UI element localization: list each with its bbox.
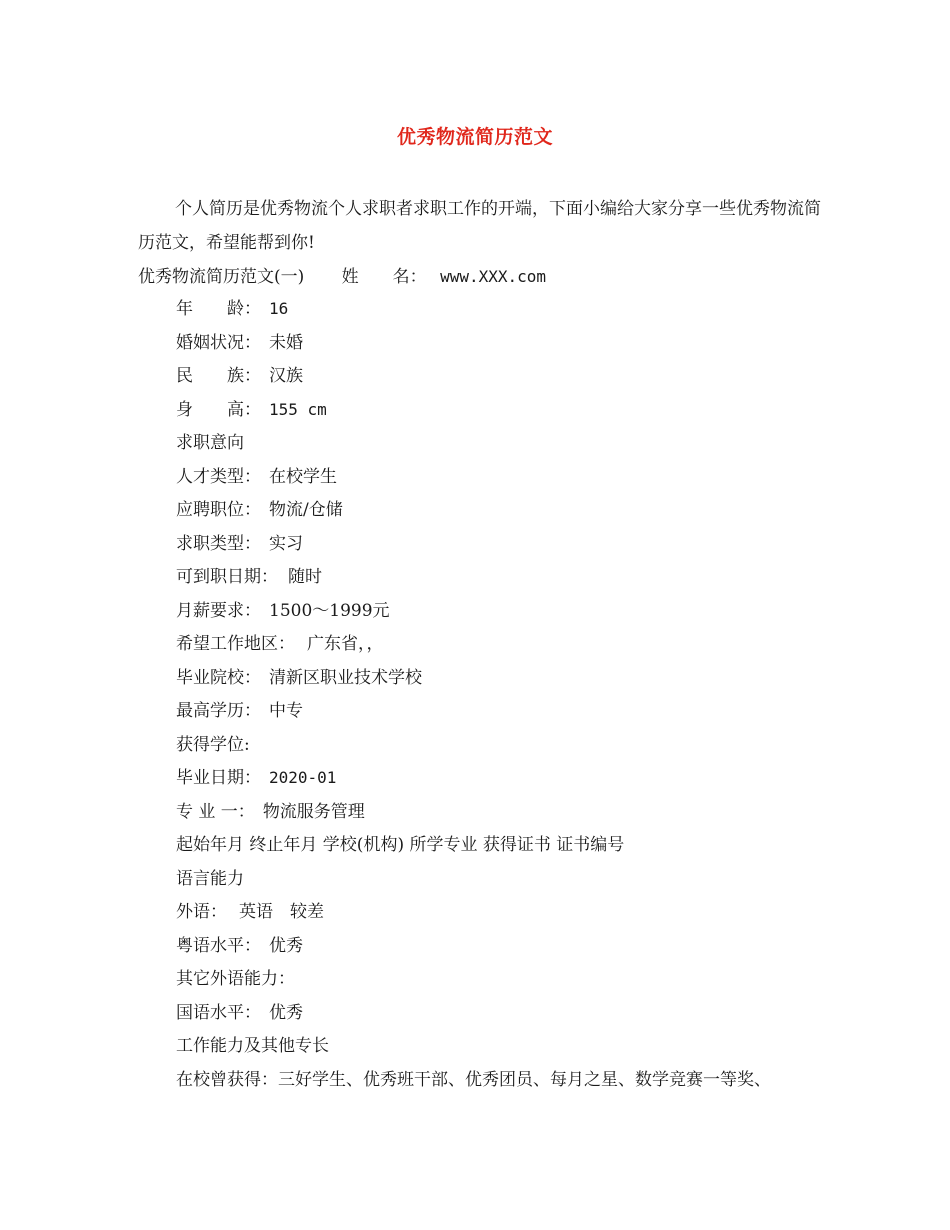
field-row	[176, 361, 303, 391]
field-value: 优秀	[269, 1003, 303, 1023]
field-value: 未婚	[269, 333, 303, 353]
field-label: 获得学位:	[176, 735, 250, 755]
field-label: 身 高：	[176, 400, 261, 420]
section-heading	[176, 1031, 329, 1061]
field-label: 希望工作地区：	[176, 634, 295, 654]
field-label: 婚姻状况：	[176, 333, 261, 353]
field-label: 外语：	[176, 902, 227, 922]
intro-text: 个人简历是优秀物流个人求职者求职工作的开端，下面小编给大家分享一些优秀物流简历范文，希望能帮到你!	[138, 199, 821, 253]
field-row	[176, 629, 384, 659]
section-label: 求职意向	[176, 433, 244, 453]
resume-heading-line	[138, 262, 546, 292]
resume-heading: 优秀物流简历范文(一)	[138, 267, 305, 287]
field-value: 清新区职业技术学校	[269, 668, 422, 688]
section-label: 工作能力及其他专长	[176, 1036, 329, 1056]
field-value: 英语 较差	[239, 902, 324, 922]
field-value: 随时	[288, 567, 322, 587]
field-value: 实习	[269, 534, 303, 554]
field-row	[176, 294, 288, 324]
field-row	[176, 395, 327, 425]
field-row	[176, 495, 343, 525]
field-label: 其它外语能力：	[176, 969, 295, 989]
field-label: 年 龄：	[176, 299, 261, 319]
field-row	[176, 730, 250, 760]
field-row	[176, 998, 303, 1028]
table-header-line	[176, 830, 624, 860]
field-value: 2020-01	[269, 768, 337, 787]
field-value: 物流服务管理	[262, 802, 365, 822]
field-row	[176, 931, 303, 961]
education-columns: 起始年月 终止年月 学校(机构) 所学专业 获得证书 证书编号	[176, 835, 625, 855]
field-row	[176, 1065, 771, 1095]
field-row	[176, 596, 390, 626]
section-heading	[176, 864, 244, 894]
field-label: 月薪要求：	[176, 601, 261, 621]
field-label: 应聘职位：	[176, 500, 261, 520]
field-label: 可到职日期：	[176, 567, 278, 587]
field-value: 物流/仓储	[269, 500, 343, 520]
field-value: 在校学生	[269, 467, 337, 487]
field-label: 毕业院校：	[176, 668, 261, 688]
name-label: 姓 名：	[341, 267, 427, 287]
field-value: 三好学生、优秀班干部、优秀团员、每月之星、数学竞赛一等奖、	[278, 1070, 771, 1090]
field-row	[176, 462, 337, 492]
field-row	[176, 562, 322, 592]
field-value: 汉族	[269, 366, 303, 386]
field-value: 155 cm	[269, 400, 327, 419]
name-value: www.XXX.com	[440, 267, 547, 286]
section-label: 语言能力	[176, 869, 244, 889]
field-label: 毕业日期：	[176, 768, 261, 788]
field-value: 16	[269, 299, 289, 318]
field-row	[176, 529, 303, 559]
field-value: 优秀	[269, 936, 303, 956]
document-title: 优秀物流简历范文	[396, 126, 553, 148]
field-label: 人才类型：	[176, 467, 261, 487]
field-value: 广东省，，	[307, 634, 384, 654]
section-heading	[176, 428, 244, 458]
field-value: 中专	[269, 701, 303, 721]
field-row	[176, 663, 422, 693]
field-row	[176, 797, 365, 827]
field-label: 求职类型：	[176, 534, 261, 554]
field-row	[176, 696, 303, 726]
field-row	[176, 964, 295, 994]
field-value: 1500～1999元	[269, 601, 390, 621]
field-label: 在校曾获得：	[176, 1070, 278, 1090]
field-label: 民 族：	[176, 366, 261, 386]
field-label: 最高学历：	[176, 701, 261, 721]
field-row	[176, 897, 324, 927]
intro-paragraph	[138, 192, 828, 260]
field-row	[176, 328, 303, 358]
field-label: 国语水平：	[176, 1003, 261, 1023]
field-label: 专 业 一：	[176, 802, 255, 822]
field-row	[176, 763, 336, 793]
field-label: 粤语水平：	[176, 936, 261, 956]
